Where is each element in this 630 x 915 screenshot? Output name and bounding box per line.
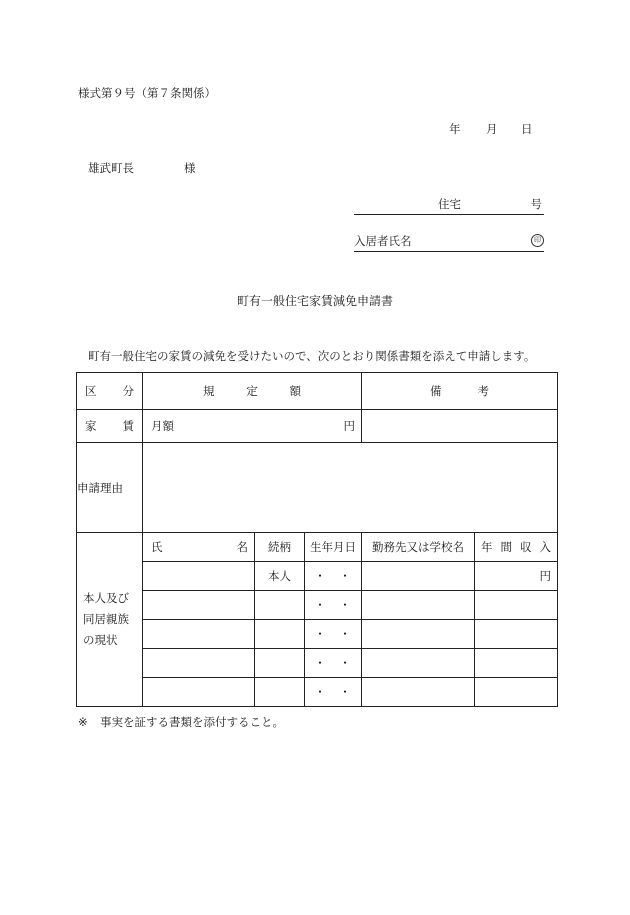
reason-row	[77, 443, 558, 533]
prescribed-amount-header: 規 定 額	[143, 373, 362, 410]
form-number: 様式第９号（第７条関係）	[78, 86, 216, 100]
relationship-cell[interactable]	[255, 620, 305, 649]
housing-number-field[interactable]	[354, 196, 544, 215]
family-row	[77, 562, 558, 591]
income-cell[interactable]	[475, 678, 558, 707]
note-text: 事実を証する書類を添付すること。	[100, 715, 284, 729]
relationship-cell[interactable]	[255, 678, 305, 707]
workplace-cell[interactable]	[362, 620, 475, 649]
footnote	[78, 714, 284, 730]
date-year-label: 年	[449, 122, 461, 136]
date-day-label: 日	[521, 122, 533, 136]
relationship-cell[interactable]: 本人	[255, 562, 305, 591]
note-mark: ※	[78, 715, 88, 729]
workplace-column-header: 勤務先又は学校名	[362, 533, 475, 562]
workplace-cell[interactable]	[362, 649, 475, 678]
yen-unit: 円	[343, 419, 356, 433]
birthdate-cell[interactable]: ・ ・	[305, 678, 362, 707]
relationship-cell[interactable]	[255, 649, 305, 678]
relationship-column-header: 続柄	[255, 533, 305, 562]
family-name-cell[interactable]	[143, 562, 255, 591]
birthdate-cell[interactable]: ・ ・	[305, 591, 362, 620]
birthdate-cell[interactable]: ・ ・	[305, 562, 362, 591]
date-month-label: 月	[486, 122, 498, 136]
housing-number-label: 号	[530, 197, 542, 211]
addressee	[88, 160, 196, 176]
addressee-name: 雄武町長	[88, 161, 134, 175]
family-status-label: 本人及び 同居親族 の現状	[77, 533, 143, 707]
family-row	[77, 649, 558, 678]
document-title: 町有一般住宅家賃減免申請書	[236, 294, 393, 308]
income-cell[interactable]	[475, 591, 558, 620]
addressee-honorific: 様	[184, 161, 196, 175]
remarks-header: 備 考	[362, 373, 558, 410]
name-column-header: 氏 名	[143, 533, 255, 562]
family-name-cell[interactable]	[143, 678, 255, 707]
family-name-cell[interactable]	[143, 620, 255, 649]
rent-row	[77, 410, 558, 443]
application-table	[76, 372, 558, 707]
tenant-name-field[interactable]	[354, 233, 544, 252]
monthly-rent-field[interactable]	[143, 410, 362, 443]
income-column-header: 年 間 収 入	[475, 533, 558, 562]
seal-mark-icon: 印	[531, 234, 544, 247]
tenant-name-label: 入居者氏名	[354, 234, 412, 248]
workplace-cell[interactable]	[362, 591, 475, 620]
rent-label: 家 賃	[77, 410, 143, 443]
header-row	[77, 373, 558, 410]
intro-text: 町有一般住宅の家賃の減免を受けたいので、次のとおり関係書類を添えて申請します。	[88, 349, 536, 363]
housing-label: 住宅	[438, 197, 461, 211]
workplace-cell[interactable]	[362, 678, 475, 707]
reason-label: 申請理由	[77, 443, 143, 533]
birthdate-cell[interactable]: ・ ・	[305, 620, 362, 649]
rent-remarks-field[interactable]	[362, 410, 558, 443]
family-row	[77, 591, 558, 620]
income-cell[interactable]	[475, 649, 558, 678]
monthly-label: 月額	[151, 419, 174, 433]
income-cell[interactable]: 円	[475, 562, 558, 591]
family-name-cell[interactable]	[143, 591, 255, 620]
family-header-row	[77, 533, 558, 562]
family-name-cell[interactable]	[143, 649, 255, 678]
category-header: 区 分	[77, 373, 143, 410]
family-row	[77, 620, 558, 649]
income-cell[interactable]	[475, 620, 558, 649]
workplace-cell[interactable]	[362, 562, 475, 591]
birthdate-column-header: 生年月日	[305, 533, 362, 562]
relationship-cell[interactable]	[255, 591, 305, 620]
family-row	[77, 678, 558, 707]
reason-field[interactable]	[143, 443, 558, 533]
birthdate-cell[interactable]: ・ ・	[305, 649, 362, 678]
